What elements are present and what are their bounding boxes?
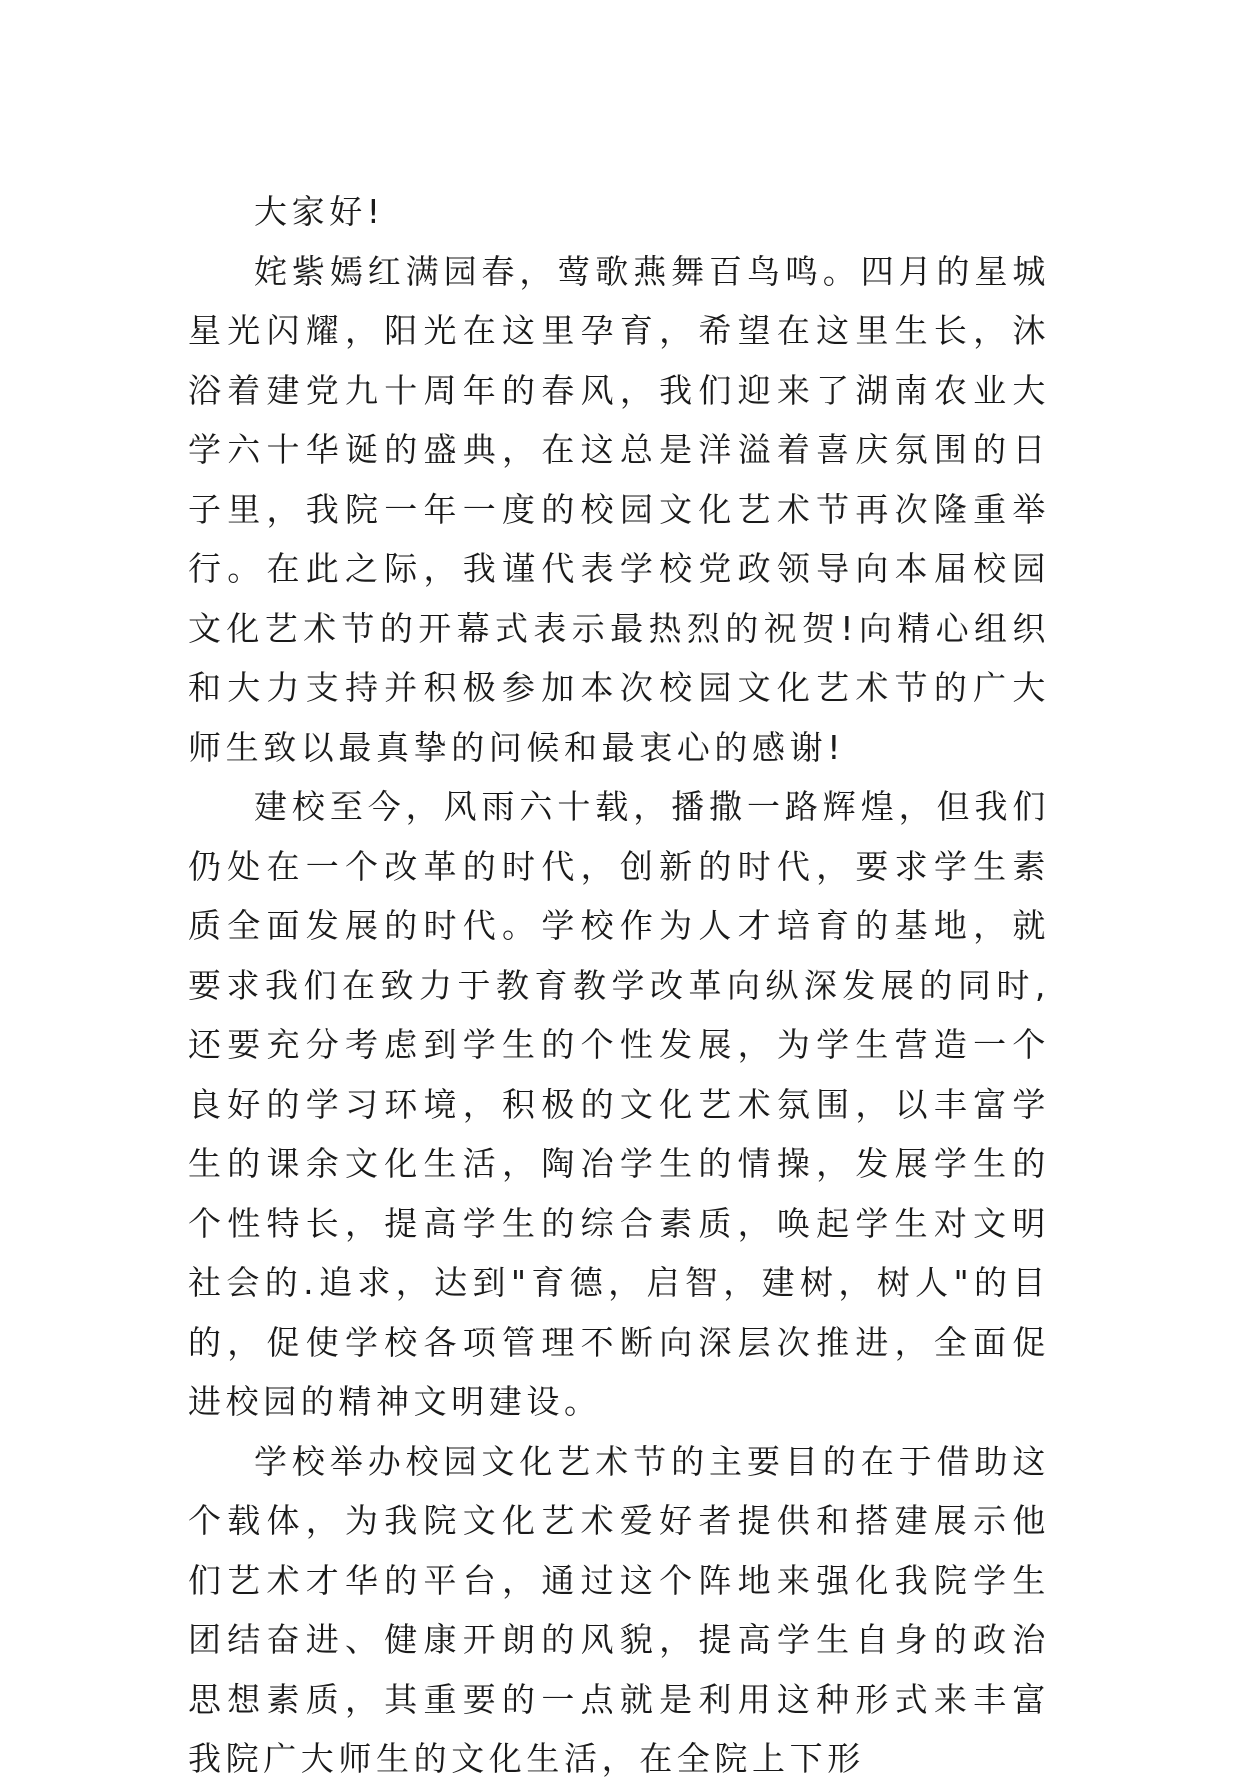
paragraph-history: 建校至今，风雨六十载，播撒一路辉煌，但我们仍处在一个改革的时代，创新的时代，要求学生素质全面发展的时代。学校作为人才培育的基地，就要求我们在致力于教育教学改革向纵深发展的同时,还要充分考虑到学生的个性发展，为学生营造一个良好的学习环境，积极的文化艺术氛围，以丰富学生的课余文化生活，陶冶学生的情操，发展学生的个性特长，提高学生的综合素质，唤起学生对文明社会的.追求，达到"育德，启智，建树，树人"的目的，促使学校各项管理不断向深层次推进，全面促进校园的精神文明建设。 xyxy=(188,787,1050,1421)
paragraph-purpose: 学校举办校园文化艺术节的主要目的在于借助这个载体，为我院文化艺术爱好者提供和搭建展示他们艺术才华的平台，通过这个阵地来强化我院学生团结奋进、健康开朗的风貌，提高学生自身的政治思想素质，其重要的一点就是利用这种形式来丰富我院广大师生的文化生活，在全院上下形 xyxy=(188,1441,1050,1778)
paragraph-opening: 姹紫嫣红满园春，莺歌燕舞百鸟鸣。四月的星城星光闪耀，阳光在这里孕育，希望在这里生长，沐浴着建党九十周年的春风，我们迎来了湖南农业大学六十华诞的盛典，在这总是洋溢着喜庆氛围的日子里，我院一年一度的校园文化艺术节再次隆重举行。在此之际，我谨代表学校党政领导向本届校园文化艺术节的开幕式表示最热烈的祝贺!向精心组织和大力支持并积极参加本次校园文化艺术节的广大师生致以最真挚的问候和最衷心的感谢! xyxy=(188,251,1050,767)
document-body xyxy=(188,182,1050,1789)
greeting-line: 大家好! xyxy=(254,192,385,231)
